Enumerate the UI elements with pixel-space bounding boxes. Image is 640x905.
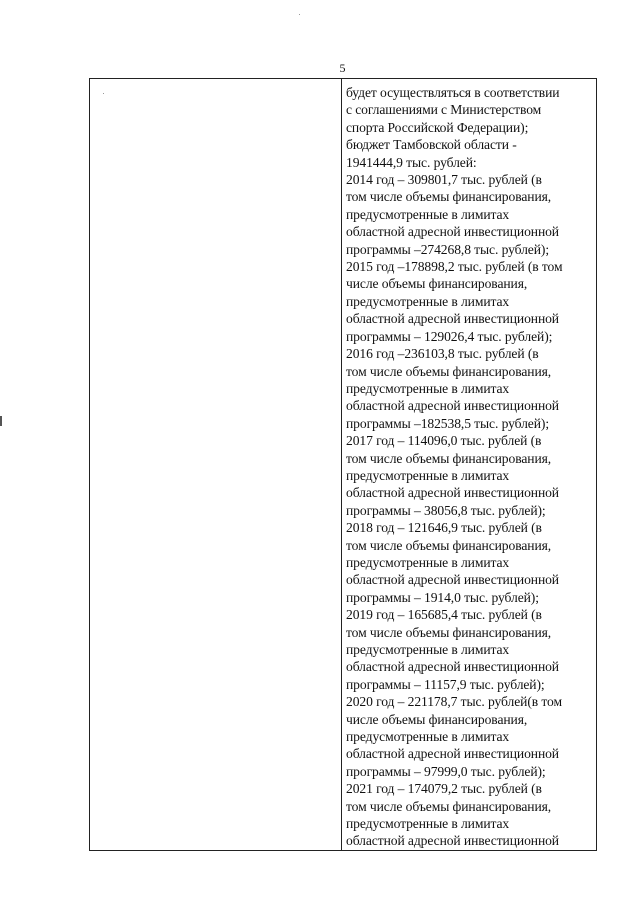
funding-text-line: том числе объемы финансирования,	[346, 189, 552, 205]
funding-text-line: том числе объемы финансирования,	[346, 537, 552, 553]
funding-text-line: программы –274268,8 тыс. рублей);	[346, 241, 549, 257]
funding-text-line: предусмотренные в лимитах	[346, 293, 510, 309]
funding-text-line: областной адресной инвестиционной	[346, 659, 559, 675]
funding-text-line: числе объемы финансирования,	[346, 276, 528, 292]
funding-text-line: том числе объемы финансирования,	[346, 624, 552, 640]
funding-text-line: 2016 год –236103,8 тыс. рублей (в	[346, 346, 539, 362]
funding-text-line: том числе объемы финансирования,	[346, 798, 552, 814]
funding-text-line: предусмотренные в лимитах	[346, 729, 510, 745]
funding-text-line: областной адресной инвестиционной	[346, 224, 559, 240]
table-right-cell	[343, 79, 596, 850]
funding-text-line: областной адресной инвестиционной	[346, 572, 559, 588]
funding-text-line: предусмотренные в лимитах	[346, 467, 510, 483]
funding-text-line: предусмотренные в лимитах	[346, 380, 510, 396]
funding-text-line: 2018 год – 121646,9 тыс. рублей (в	[346, 520, 542, 536]
scan-speck	[299, 14, 300, 15]
funding-text-line: будет осуществляться в соответствии	[346, 85, 560, 100]
funding-text-line: областной адресной инвестиционной	[346, 833, 559, 849]
funding-text-line: 2019 год – 165685,4 тыс. рублей (в	[346, 607, 542, 623]
funding-text-line: программы – 97999,0 тыс. рублей);	[346, 763, 546, 779]
funding-text-line: бюджет Тамбовской области -	[346, 137, 517, 153]
funding-text-line: программы – 129026,4 тыс. рублей);	[346, 328, 553, 344]
funding-text-line: предусмотренные в лимитах	[346, 816, 510, 832]
document-table	[89, 78, 597, 851]
table-left-cell	[90, 79, 342, 850]
funding-text-line: 1941444,9 тыс. рублей:	[346, 154, 477, 170]
funding-text-line: 2014 год – 309801,7 тыс. рублей (в	[346, 172, 542, 188]
funding-text-line: предусмотренные в лимитах	[346, 206, 510, 222]
page-number: 5	[339, 61, 346, 75]
funding-text-line: 2015 год –178898,2 тыс. рублей (в том	[346, 259, 563, 275]
funding-text-line: областной адресной инвестиционной	[346, 485, 559, 501]
funding-text-line: 2021 год – 174079,2 тыс. рублей (в	[346, 781, 542, 797]
funding-text-line: областной адресной инвестиционной	[346, 398, 559, 414]
funding-text-line: программы – 11157,9 тыс. рублей);	[346, 676, 545, 692]
funding-text-line: областной адресной инвестиционной	[346, 311, 559, 327]
funding-text-line: предусмотренные в лимитах	[346, 554, 510, 570]
funding-text-line: том числе объемы финансирования,	[346, 363, 552, 379]
funding-text-line: спорта Российской Федерации);	[346, 119, 529, 135]
funding-text-line: программы – 1914,0 тыс. рублей);	[346, 589, 539, 605]
funding-text-line: 2017 год – 114096,0 тыс. рублей (в	[346, 433, 542, 449]
funding-text-line: программы –182538,5 тыс. рублей);	[346, 415, 549, 431]
funding-text-line: том числе объемы финансирования,	[346, 450, 552, 466]
funding-text-line: предусмотренные в лимитах	[346, 642, 510, 657]
funding-text-line: областной адресной инвестиционной	[346, 746, 559, 762]
scan-speck	[103, 93, 104, 94]
funding-text-line: программы – 38056,8 тыс. рублей);	[346, 502, 546, 518]
scan-margin-mark	[0, 416, 2, 426]
funding-text-line: с соглашениями с Министерством	[346, 102, 542, 118]
funding-text-line: числе объемы финансирования,	[346, 711, 528, 727]
funding-text-line: 2020 год – 221178,7 тыс. рублей(в том	[346, 694, 562, 710]
